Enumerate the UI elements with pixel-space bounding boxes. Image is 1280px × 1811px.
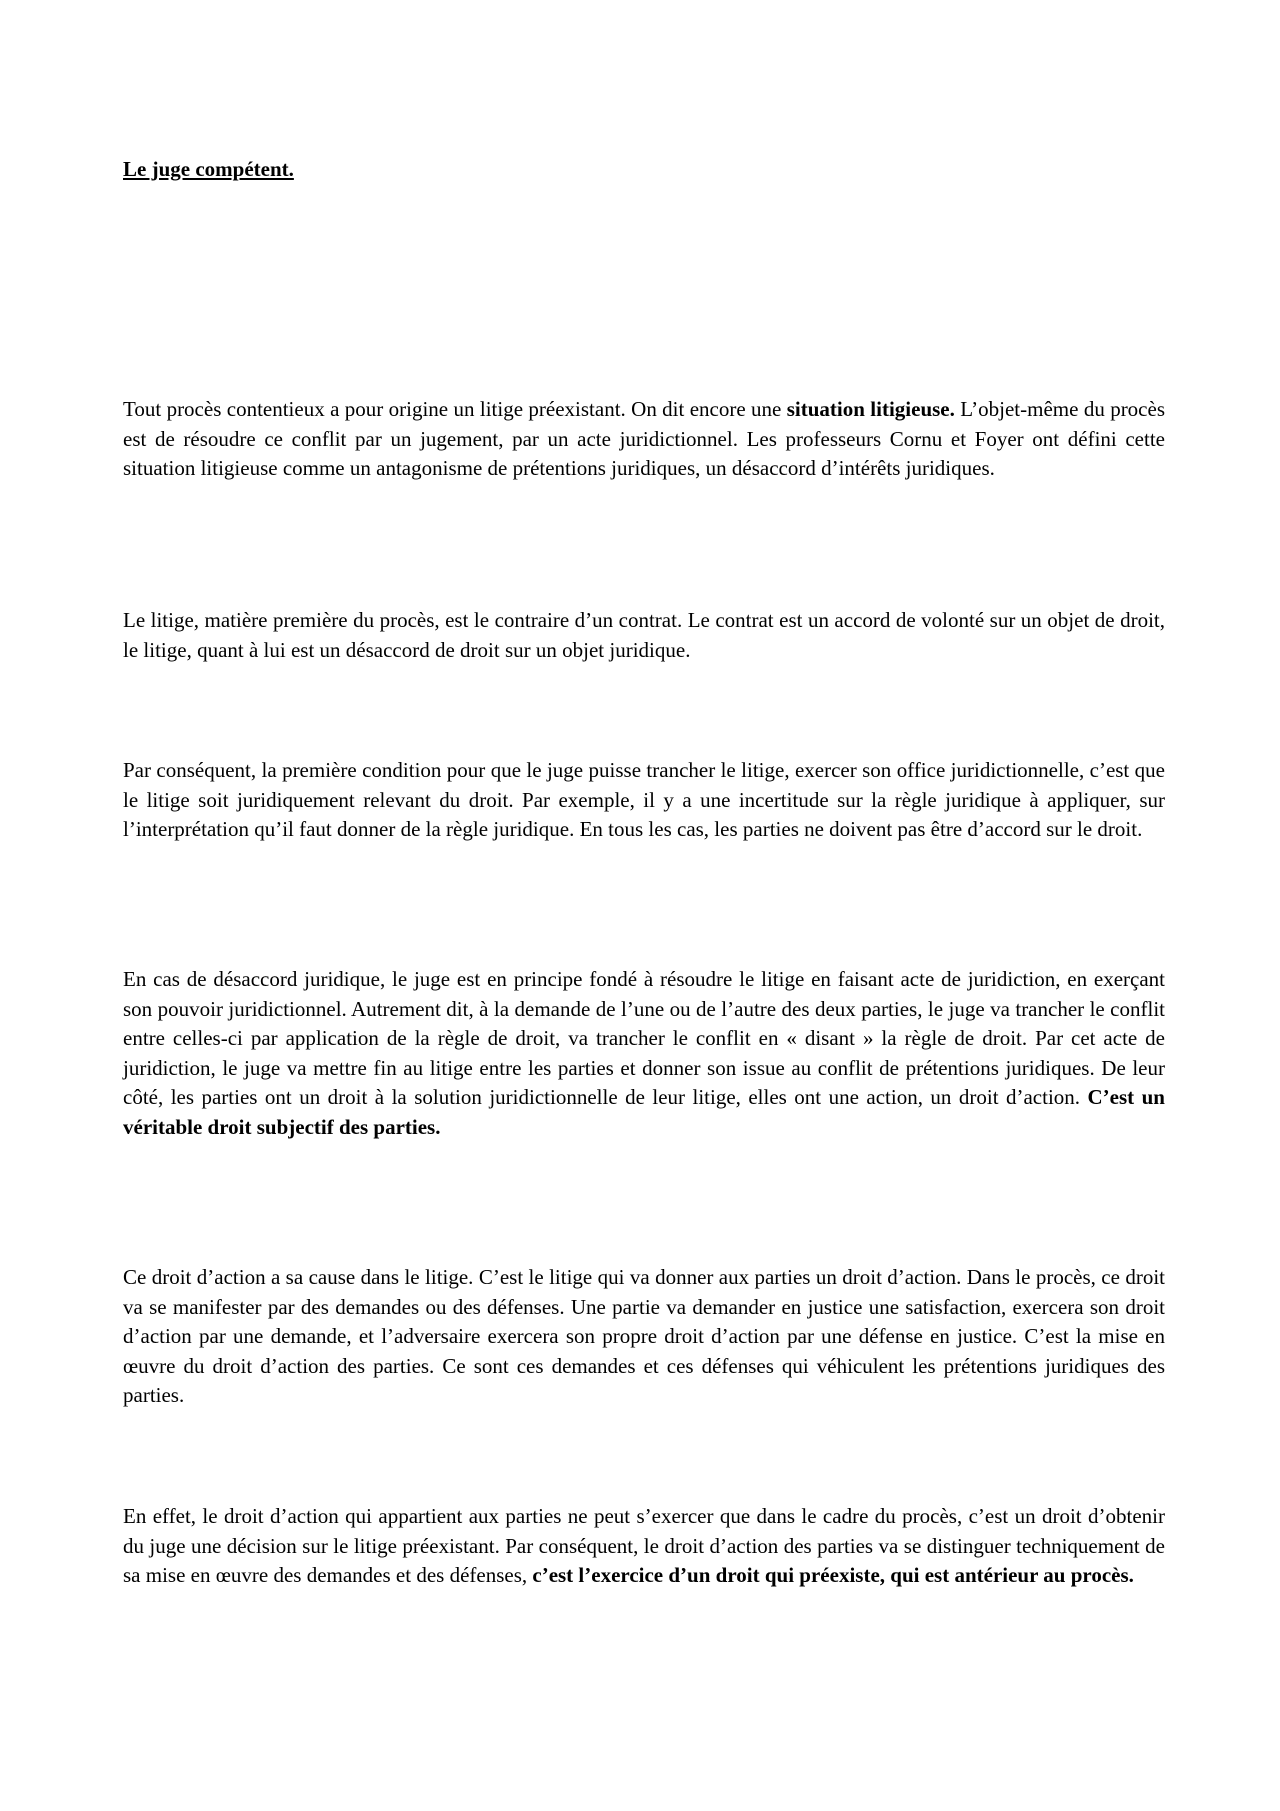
paragraph-6 xyxy=(123,1502,1165,1591)
page-title: Le juge compétent. xyxy=(123,157,294,181)
paragraph-4-text: En cas de désaccord juridique, le juge est en principe fondé à résoudre le litige en faisant acte de juridiction, en exerçant son pouvoir juridictionnel. Autrement dit, à la demande de l’une ou de l’autre des deux parties, le juge va trancher le conflit entre celles-ci par application de la règle de droit, va trancher le conflit en « disant » la règle de droit. Par cet acte de juridiction, le juge va mettre fin au litige entre les parties et donner son issue au conflit de prétentions juridiques. De leur côté, les parties ont un droit à la solution juridictionnelle de leur litige, elles ont une action, un droit d’action. xyxy=(123,967,1165,1109)
paragraph-4 xyxy=(123,965,1165,1142)
paragraph-1-bold: situation litigieuse. xyxy=(786,397,955,421)
paragraph-3 xyxy=(123,756,1165,845)
paragraph-5-text: Ce droit d’action a sa cause dans le litige. C’est le litige qui va donner aux parties un droit d’action. Dans le procès, ce droit va se manifester par des demandes ou des défenses. Une partie va demander en justice une satisfaction, exercera son droit d’action par une demande, et l’adversaire exercera son propre droit d’action par une défense en justice. C’est la mise en œuvre du droit d’action des parties. Ce sont ces demandes et ces défenses qui véhiculent les prétentions juridiques des parties. xyxy=(123,1265,1165,1407)
paragraph-1-tail: L’objet-même du procès est de résoudre ce conflit par un jugement, par un acte juridictionnel. Les professeurs Cornu et Foyer ont défini cette situation litigieuse comme un antagonisme de prétentions juridiques, un désaccord d’intérêts juridiques. xyxy=(123,397,1165,480)
paragraph-1 xyxy=(123,395,1165,484)
paragraph-2-text: Le litige, matière première du procès, est le contraire d’un contrat. Le contrat est un accord de volonté sur un objet de droit, le litige, quant à lui est un désaccord de droit sur un objet juridique. xyxy=(123,608,1165,662)
paragraph-1-text: Tout procès contentieux a pour origine un litige préexistant. On dit encore une xyxy=(123,397,787,421)
paragraph-3-text: Par conséquent, la première condition pour que le juge puisse trancher le litige, exercer son office juridictionnelle, c’est que le litige soit juridiquement relevant du droit. Par exemple, il y a une incertitude sur la règle juridique à appliquer, sur l’interprétation qu’il faut donner de la règle juridique. En tous les cas, les parties ne doivent pas être d’accord sur le droit. xyxy=(123,758,1165,841)
paragraph-6-text: En effet, le droit d’action qui appartient aux parties ne peut s’exercer que dans le cadre du procès, c’est un droit d’obtenir du juge une décision sur le litige préexistant. Par conséquent, le droit d’action des parties va se distinguer techniquement de sa mise en œuvre des demandes et des défenses, xyxy=(123,1504,1165,1587)
paragraph-2 xyxy=(123,606,1165,665)
paragraph-5 xyxy=(123,1263,1165,1411)
paragraph-6-bold: c’est l’exercice d’un droit qui préexiste, qui est antérieur au procès. xyxy=(532,1563,1134,1587)
paragraph-4-bold: C’est un véritable droit subjectif des parties. xyxy=(123,1085,1165,1139)
